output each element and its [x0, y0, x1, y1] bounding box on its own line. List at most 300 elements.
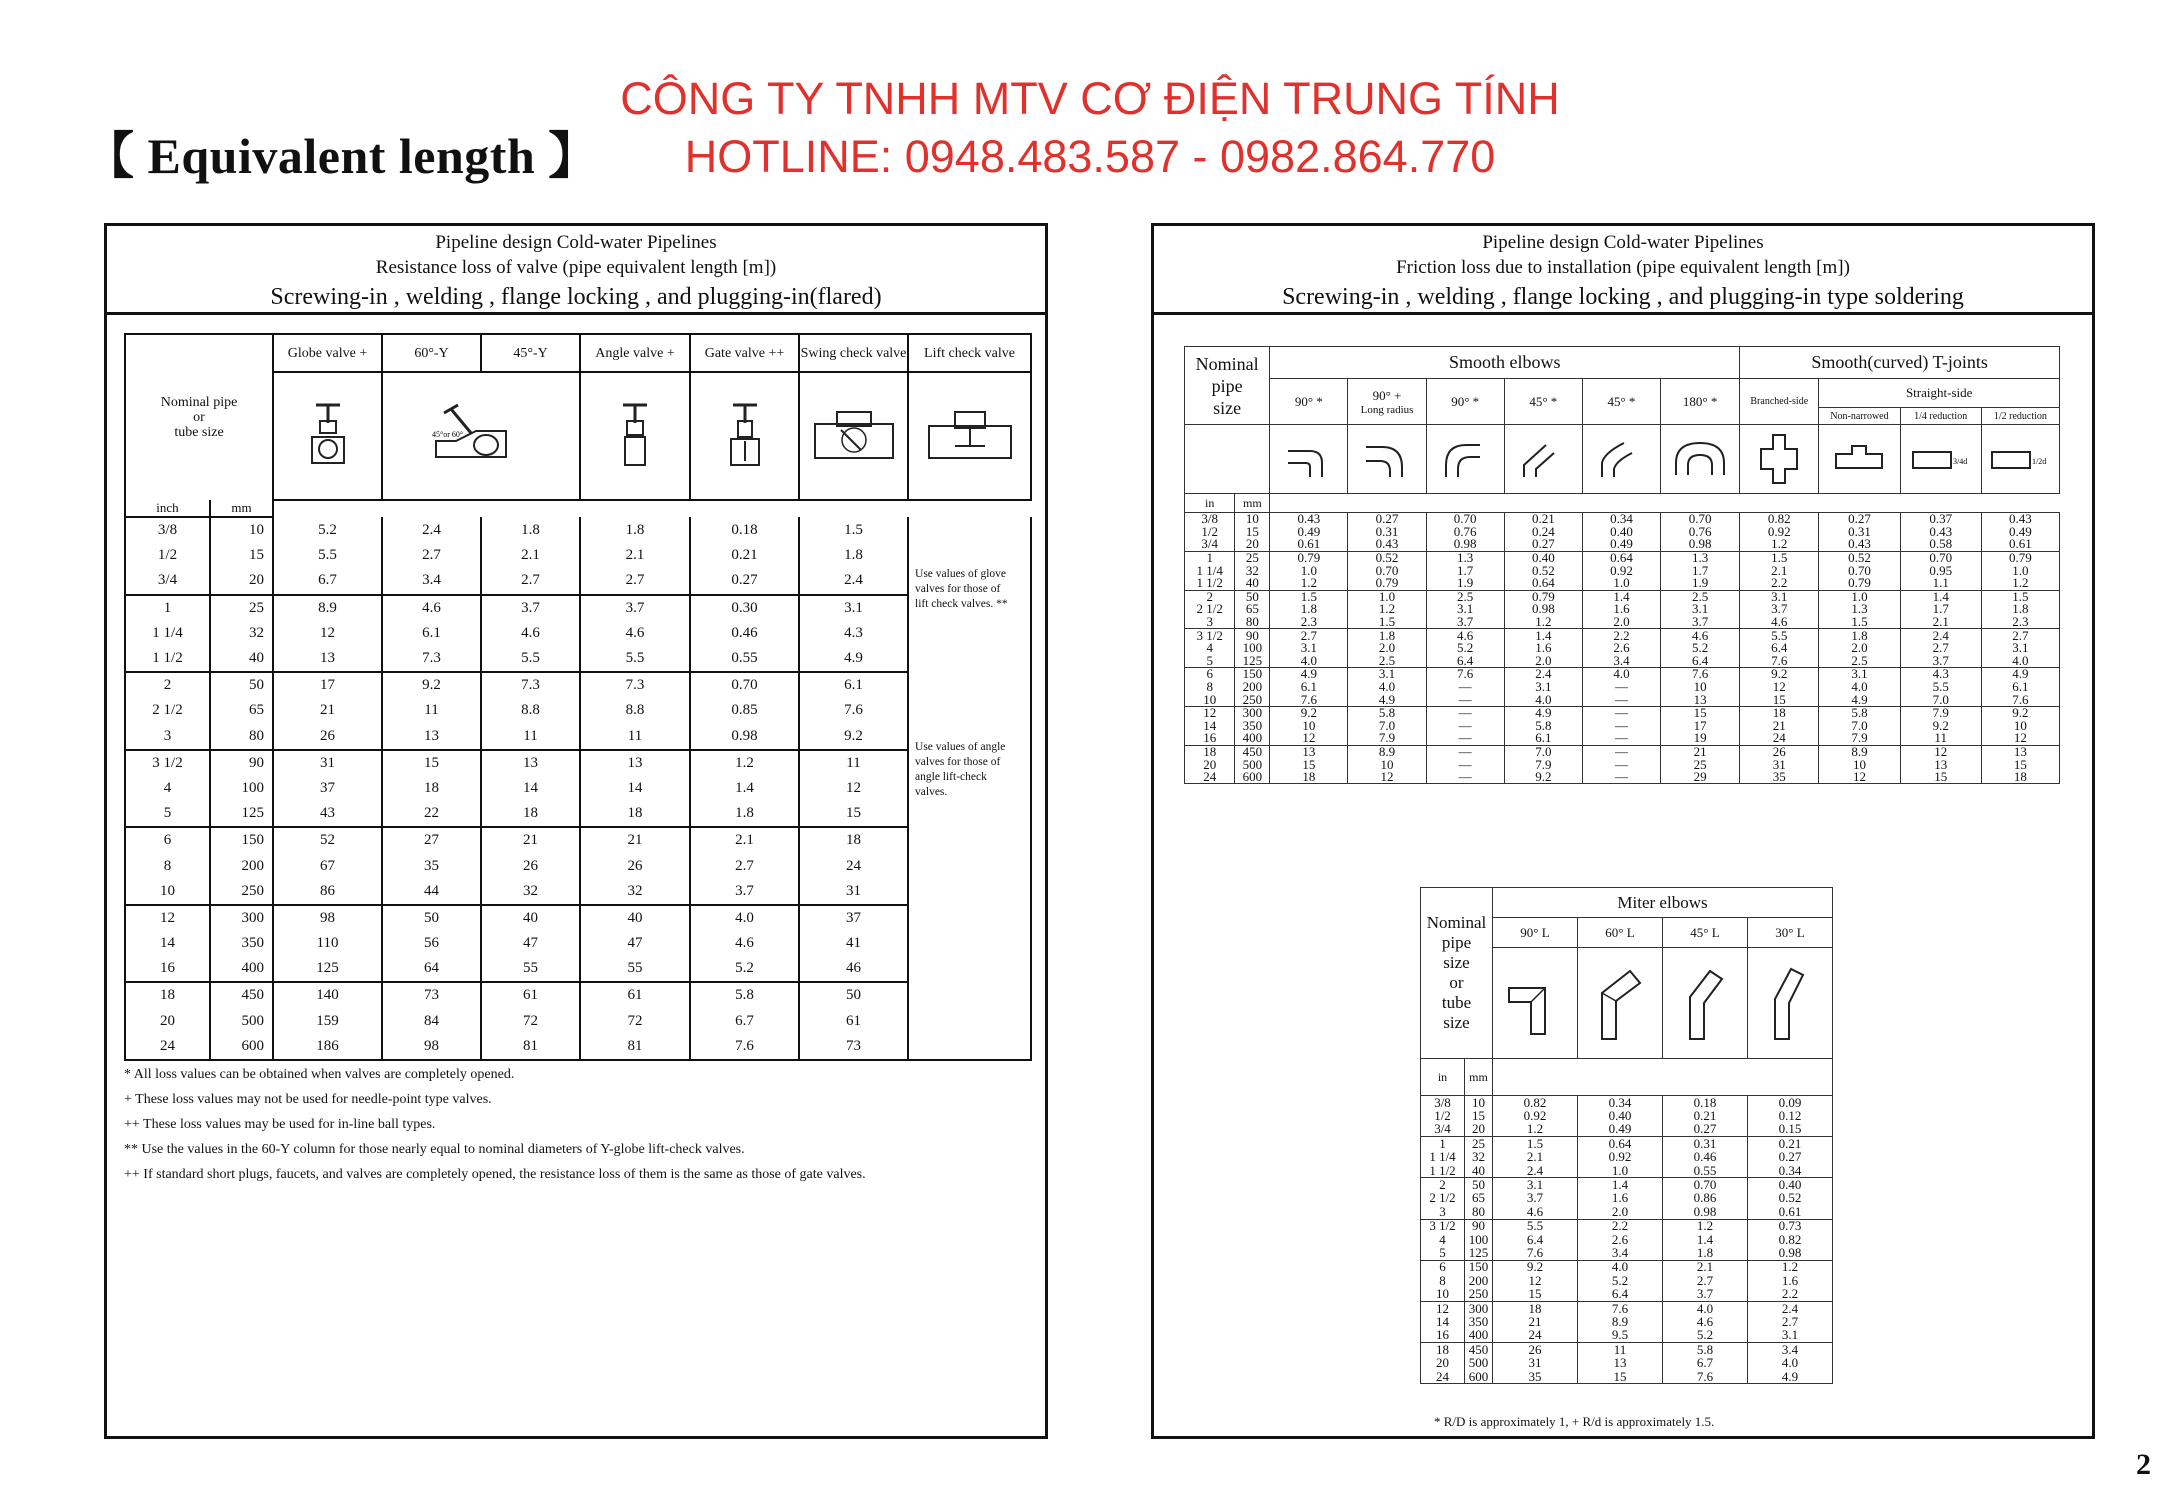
table-cell: 1.2: [1663, 1219, 1748, 1233]
svg-text:1/2d: 1/2d: [2032, 457, 2047, 466]
table-cell: 2.5: [1661, 590, 1740, 603]
table-cell: 20: [125, 1009, 210, 1034]
table-cell: 5: [1421, 1246, 1465, 1260]
table-cell: 20: [210, 568, 273, 594]
table-cell: 0.79: [1348, 577, 1426, 590]
miter-45-header: 45° L: [1663, 918, 1748, 948]
table-cell: 20: [1465, 1123, 1493, 1137]
table-cell: 3/4: [125, 568, 210, 594]
table-cell: 0.70: [1661, 513, 1740, 526]
table-cell: 100: [1465, 1233, 1493, 1246]
table-cell: 0.70: [1426, 513, 1504, 526]
table-cell: 5.5: [1493, 1219, 1578, 1233]
table-cell: 18: [1740, 706, 1819, 719]
table-cell: 0.61: [1748, 1205, 1833, 1219]
table-cell: 4: [1421, 1233, 1465, 1246]
table-cell: 7.6: [1270, 693, 1348, 706]
table-cell: 250: [210, 879, 273, 905]
table-cell: 3.7: [690, 879, 799, 905]
col-45y: 45°-Y: [481, 334, 580, 372]
table-cell: 0.79: [1981, 551, 2059, 564]
table-cell: 0.79: [1270, 551, 1348, 564]
table-cell: 10: [1661, 681, 1740, 694]
table-cell: 7.0: [1819, 720, 1900, 733]
fitting-footnote: * R/D is approximately 1, + R/d is approximately 1.5.: [1434, 1414, 1715, 1429]
table-cell: 1.9: [1426, 577, 1504, 590]
table-cell: 3.1: [1661, 603, 1740, 616]
table-cell: 11: [580, 724, 690, 750]
table-cell: 21: [1661, 745, 1740, 758]
table-cell: 5.5: [1900, 681, 1981, 694]
miter-30-header: 30° L: [1748, 918, 1833, 948]
elbow-45b-header: 45° *: [1582, 379, 1660, 425]
table-cell: 3.4: [1578, 1246, 1663, 1260]
table-cell: 18: [1185, 745, 1235, 758]
table-cell: 3/4: [1185, 538, 1235, 551]
table-cell: 1.1: [1900, 577, 1981, 590]
table-cell: 3.7: [1661, 616, 1740, 629]
table-cell: 14: [580, 776, 690, 801]
elbow-90-long-header: 90° + Long radius: [1348, 379, 1426, 425]
table-cell: 5.2: [1663, 1329, 1748, 1343]
table-cell: 50: [210, 672, 273, 698]
table-cell: 1.2: [1748, 1260, 1833, 1274]
table-cell: 0.79: [1504, 590, 1582, 603]
table-cell: 1.4: [1582, 590, 1660, 603]
table-cell: 0.09: [1748, 1096, 1833, 1110]
table-cell: 0.76: [1661, 526, 1740, 539]
table-cell: 14: [125, 931, 210, 956]
table-cell: 50: [1465, 1178, 1493, 1192]
table-cell: 0.27: [1348, 513, 1426, 526]
table-cell: 200: [210, 853, 273, 878]
table-cell: 25: [1235, 551, 1270, 564]
table-cell: 0.34: [1748, 1164, 1833, 1178]
table-cell: 0.98: [1748, 1246, 1833, 1260]
table-cell: 10: [1185, 693, 1235, 706]
table-cell: 0.64: [1578, 1137, 1663, 1151]
table-cell: 8: [1185, 681, 1235, 694]
table-cell: 0.40: [1582, 526, 1660, 539]
table-cell: 0.40: [1504, 551, 1582, 564]
smooth-elbows-header: Smooth elbows: [1270, 347, 1740, 379]
table-cell: 8.9: [1578, 1315, 1663, 1328]
table-cell: 72: [481, 1009, 580, 1034]
table-cell: 10: [1421, 1287, 1465, 1301]
table-cell: 2.4: [1748, 1301, 1833, 1315]
table-cell: 32: [1235, 564, 1270, 577]
table-cell: 6.1: [799, 672, 908, 698]
elbow-45-header: 45° *: [1504, 379, 1582, 425]
table-cell: 4.0: [1819, 681, 1900, 694]
table-row: [125, 776, 1031, 801]
unit-inch: inch: [125, 500, 210, 517]
table-cell: 0.49: [1578, 1123, 1663, 1137]
footnote: + These loss values may not be used for needle-point type valves.: [124, 1092, 492, 1107]
table-cell: 13: [481, 750, 580, 776]
table-cell: 8.9: [273, 595, 382, 621]
table-cell: 61: [580, 982, 690, 1008]
table-cell: 2: [125, 672, 210, 698]
table-cell: 4.9: [799, 646, 908, 672]
table-cell: 40: [210, 646, 273, 672]
table-cell: 12: [1493, 1274, 1578, 1287]
table-cell: 32: [481, 879, 580, 905]
table-cell: 3.1: [1740, 590, 1819, 603]
table-cell: —: [1582, 745, 1660, 758]
table-cell: 5: [1185, 655, 1235, 668]
table-cell: 2.0: [1578, 1205, 1663, 1219]
miter-nominal-header: Nominal pipe size or tube size: [1421, 888, 1493, 1059]
valve-panel-header: [107, 226, 1045, 315]
fitting-loss-panel: [1151, 223, 2095, 1439]
table-cell: 4.3: [799, 621, 908, 646]
table-cell: 31: [273, 750, 382, 776]
table-cell: 25: [210, 595, 273, 621]
table-cell: —: [1426, 771, 1504, 784]
table-cell: 2.0: [1504, 655, 1582, 668]
table-cell: 67: [273, 853, 382, 878]
table-cell: 0.70: [690, 672, 799, 698]
table-cell: 6.4: [1661, 655, 1740, 668]
table-cell: 150: [1235, 668, 1270, 681]
table-cell: 13: [1900, 758, 1981, 771]
branched-side-header: Branched-side: [1740, 379, 1819, 425]
table-cell: 24: [125, 1034, 210, 1060]
table-cell: 250: [1235, 693, 1270, 706]
table-cell: 50: [382, 905, 481, 931]
table-cell: 2.3: [1270, 616, 1348, 629]
table-cell: 1.2: [1348, 603, 1426, 616]
table-cell: 1.8: [1819, 629, 1900, 642]
table-cell: 4.9: [1270, 668, 1348, 681]
table-cell: 5.2: [273, 517, 382, 543]
table-cell: 44: [382, 879, 481, 905]
nominal-size-header: Nominal pipe or tube size: [125, 334, 273, 500]
page-number: 2: [2136, 1448, 2151, 1481]
table-cell: 4: [1185, 642, 1235, 655]
table-cell: 400: [1465, 1329, 1493, 1343]
table-cell: 4.3: [1900, 668, 1981, 681]
elbow-90b-icon: [1426, 425, 1504, 494]
table-cell: 2.2: [1582, 629, 1660, 642]
miter-elbow-table: [1420, 887, 1833, 1384]
table-cell: 0.43: [1348, 538, 1426, 551]
table-cell: 4.6: [1426, 629, 1504, 642]
valve-header-line2: Resistance loss of valve (pipe equivalent length [m]): [375, 257, 777, 278]
miter-90-icon: [1493, 948, 1578, 1059]
table-cell: 0.27: [1819, 513, 1900, 526]
table-cell: 0.86: [1663, 1192, 1748, 1205]
svg-text:3/4d: 3/4d: [1952, 457, 1967, 466]
table-cell: 11: [1900, 732, 1981, 745]
table-cell: 18: [481, 801, 580, 827]
elbow-90-long-icon: [1348, 425, 1426, 494]
table-cell: 10: [210, 517, 273, 543]
table-cell: 1.8: [481, 517, 580, 543]
table-cell: 1.3: [1819, 603, 1900, 616]
table-cell: 9.2: [799, 724, 908, 750]
table-cell: 450: [210, 982, 273, 1008]
table-cell: 0.92: [1582, 564, 1660, 577]
table-cell: 31: [1740, 758, 1819, 771]
table-cell: 2.4: [1900, 629, 1981, 642]
table-cell: 4.6: [1661, 629, 1740, 642]
table-cell: 350: [1465, 1315, 1493, 1328]
table-cell: 3/8: [1421, 1096, 1465, 1110]
table-cell: 12: [1185, 706, 1235, 719]
table-cell: 2.7: [690, 853, 799, 878]
table-cell: 80: [1235, 616, 1270, 629]
col-60y: 60°-Y: [382, 334, 481, 372]
lift-check-valve-icon: [908, 372, 1031, 500]
table-cell: 2: [1421, 1178, 1465, 1192]
table-cell: 9.2: [1981, 706, 2059, 719]
table-cell: 2.4: [799, 568, 908, 594]
table-cell: 12: [125, 905, 210, 931]
table-cell: 40: [1235, 577, 1270, 590]
table-cell: 7.0: [1504, 745, 1582, 758]
table-cell: 250: [1465, 1287, 1493, 1301]
table-cell: 9.2: [1504, 771, 1582, 784]
table-cell: 7.6: [1740, 655, 1819, 668]
table-cell: 2.7: [481, 568, 580, 594]
table-cell: 25: [1465, 1137, 1493, 1151]
table-cell: 0.70: [1348, 564, 1426, 577]
table-cell: 6.1: [1270, 681, 1348, 694]
table-cell: 2.4: [1493, 1164, 1578, 1178]
table-cell: 5: [125, 801, 210, 827]
table-cell: 1 1/4: [1421, 1151, 1465, 1164]
half-reduction-header: 1/2 reduction: [1981, 408, 2059, 425]
table-cell: 3.1: [1819, 668, 1900, 681]
table-cell: 1.8: [799, 543, 908, 568]
table-cell: 0.61: [1981, 538, 2059, 551]
unit-in: in: [1421, 1059, 1465, 1096]
table-cell: 0.58: [1900, 538, 1981, 551]
table-cell: 7.0: [1900, 693, 1981, 706]
nominal-size-header: Nominal pipe size: [1185, 347, 1270, 425]
table-cell: 18: [1421, 1343, 1465, 1357]
table-cell: 46: [799, 956, 908, 982]
table-cell: 80: [210, 724, 273, 750]
table-cell: 0.46: [1663, 1151, 1748, 1164]
table-cell: 0.92: [1740, 526, 1819, 539]
table-row: [125, 956, 1031, 982]
gate-valve-icon: [690, 372, 799, 500]
table-cell: 14: [1185, 720, 1235, 733]
table-cell: 600: [1235, 771, 1270, 784]
table-cell: 0.98: [1426, 538, 1504, 551]
table-cell: 5.2: [1578, 1274, 1663, 1287]
table-row: [125, 1034, 1031, 1060]
table-cell: —: [1426, 681, 1504, 694]
table-cell: 15: [1270, 758, 1348, 771]
table-cell: 73: [799, 1034, 908, 1060]
table-cell: 1 1/4: [125, 621, 210, 646]
table-cell: 6.4: [1740, 642, 1819, 655]
elbow-180-icon: [1661, 425, 1740, 494]
table-cell: 1.5: [1819, 616, 1900, 629]
table-cell: 18: [1493, 1301, 1578, 1315]
table-cell: 40: [481, 905, 580, 931]
table-cell: 0.21: [1663, 1109, 1748, 1122]
table-cell: 1.3: [1426, 551, 1504, 564]
table-cell: 7.3: [481, 672, 580, 698]
table-cell: 140: [273, 982, 382, 1008]
table-row: [125, 646, 1031, 672]
table-cell: 72: [580, 1009, 690, 1034]
table-cell: 1 1/2: [1421, 1164, 1465, 1178]
table-cell: 8.8: [481, 698, 580, 723]
col-lift-check: Lift check valve: [908, 334, 1031, 372]
table-cell: 7.6: [799, 698, 908, 723]
table-cell: 0.85: [690, 698, 799, 723]
table-cell: 2.1: [1663, 1260, 1748, 1274]
table-cell: 10: [125, 879, 210, 905]
lift-check-note-blank: [908, 517, 1031, 1060]
table-cell: 16: [125, 956, 210, 982]
table-cell: 7.9: [1504, 758, 1582, 771]
table-cell: 0.52: [1348, 551, 1426, 564]
table-cell: 3 1/2: [1421, 1219, 1465, 1233]
table-cell: 50: [799, 982, 908, 1008]
table-cell: 64: [382, 956, 481, 982]
table-cell: 3.7: [1493, 1192, 1578, 1205]
table-cell: 32: [1465, 1151, 1493, 1164]
table-cell: 0.61: [1270, 538, 1348, 551]
table-cell: 2 1/2: [125, 698, 210, 723]
table-cell: 5.5: [273, 543, 382, 568]
table-cell: 2.7: [1900, 642, 1981, 655]
table-cell: 8: [1421, 1274, 1465, 1287]
col-gate-valve: Gate valve ++: [690, 334, 799, 372]
table-cell: 18: [799, 827, 908, 853]
table-cell: 14: [481, 776, 580, 801]
table-cell: 21: [481, 827, 580, 853]
table-cell: 25: [1661, 758, 1740, 771]
table-cell: 6: [1421, 1260, 1465, 1274]
table-cell: 4: [125, 776, 210, 801]
table-cell: 2.5: [1819, 655, 1900, 668]
table-cell: 4.0: [1663, 1301, 1748, 1315]
table-cell: —: [1582, 732, 1660, 745]
table-cell: 2.3: [1981, 616, 2059, 629]
miter-90-header: 90° L: [1493, 918, 1578, 948]
globe-valve-icon: [273, 372, 382, 500]
branched-tee-icon: [1740, 425, 1819, 494]
table-cell: —: [1426, 732, 1504, 745]
table-cell: 3.1: [1981, 642, 2059, 655]
table-cell: 0.43: [1900, 526, 1981, 539]
table-cell: 1 1/2: [1185, 577, 1235, 590]
table-cell: 12: [1270, 732, 1348, 745]
table-cell: 0.31: [1348, 526, 1426, 539]
swing-check-valve-icon: [799, 372, 908, 500]
table-cell: 13: [273, 646, 382, 672]
table-cell: 22: [382, 801, 481, 827]
table-cell: 61: [481, 982, 580, 1008]
table-cell: 350: [210, 931, 273, 956]
table-cell: 11: [481, 724, 580, 750]
table-row: [1421, 1246, 1833, 1260]
table-cell: 9.2: [1740, 668, 1819, 681]
table-cell: 500: [210, 1009, 273, 1034]
table-cell: 1.6: [1582, 603, 1660, 616]
table-cell: 27: [382, 827, 481, 853]
table-cell: 61: [799, 1009, 908, 1034]
table-cell: —: [1582, 706, 1660, 719]
table-cell: 40: [580, 905, 690, 931]
table-cell: 4.0: [1748, 1356, 1833, 1369]
table-cell: 29: [1661, 771, 1740, 784]
company-hotline: HOTLINE: 0948.483.587 - 0982.864.770: [684, 131, 1496, 182]
table-row: [125, 879, 1031, 905]
table-cell: 4.0: [1578, 1260, 1663, 1274]
table-cell: 52: [273, 827, 382, 853]
table-cell: 24: [1421, 1370, 1465, 1384]
table-cell: 1.5: [1348, 616, 1426, 629]
table-cell: 4.9: [1819, 693, 1900, 706]
table-cell: 1.5: [1493, 1137, 1578, 1151]
table-cell: 600: [1465, 1370, 1493, 1384]
table-cell: 12: [1981, 732, 2059, 745]
table-cell: 84: [382, 1009, 481, 1034]
table-cell: 5.2: [1426, 642, 1504, 655]
table-row: [125, 698, 1031, 723]
table-cell: 5.5: [481, 646, 580, 672]
table-cell: 6.1: [1981, 681, 2059, 694]
col-swing-check: Swing check valve: [799, 334, 908, 372]
table-cell: 19: [1661, 732, 1740, 745]
table-cell: 65: [210, 698, 273, 723]
table-cell: 13: [382, 724, 481, 750]
table-cell: 200: [1465, 1274, 1493, 1287]
table-cell: 3.7: [1740, 603, 1819, 616]
table-cell: 2.4: [1504, 668, 1582, 681]
table-cell: 56: [382, 931, 481, 956]
table-cell: 3 1/2: [125, 750, 210, 776]
table-cell: 0.82: [1748, 1233, 1833, 1246]
footnote: ++ These loss values may be used for in-line ball types.: [124, 1117, 436, 1132]
table-cell: 0.52: [1819, 551, 1900, 564]
table-cell: 10: [1235, 513, 1270, 526]
table-row: [1421, 1164, 1833, 1178]
table-cell: —: [1582, 693, 1660, 706]
table-cell: 4.0: [1504, 693, 1582, 706]
table-cell: 300: [1235, 706, 1270, 719]
table-cell: 0.70: [1900, 551, 1981, 564]
table-cell: —: [1426, 720, 1504, 733]
table-row: [1421, 1151, 1833, 1164]
table-cell: 150: [210, 827, 273, 853]
elbow-90-header: 90° *: [1270, 379, 1348, 425]
footnote: ++ If standard short plugs, faucets, and valves are completely opened, the resistance loss of them is the same as those of gate valves.: [124, 1167, 866, 1182]
table-cell: 400: [210, 956, 273, 982]
table-cell: 300: [210, 905, 273, 931]
table-cell: 65: [1465, 1192, 1493, 1205]
table-cell: 4.6: [580, 621, 690, 646]
table-cell: 0.27: [1663, 1123, 1748, 1137]
table-cell: 0.70: [1663, 1178, 1748, 1192]
table-cell: 0.34: [1582, 513, 1660, 526]
non-narrowed-header: Non-narrowed: [1819, 408, 1900, 425]
table-cell: 2.5: [1426, 590, 1504, 603]
table-cell: 1.4: [690, 776, 799, 801]
table-cell: 90: [1235, 629, 1270, 642]
table-cell: 1.4: [1663, 1233, 1748, 1246]
table-cell: 0.43: [1819, 538, 1900, 551]
